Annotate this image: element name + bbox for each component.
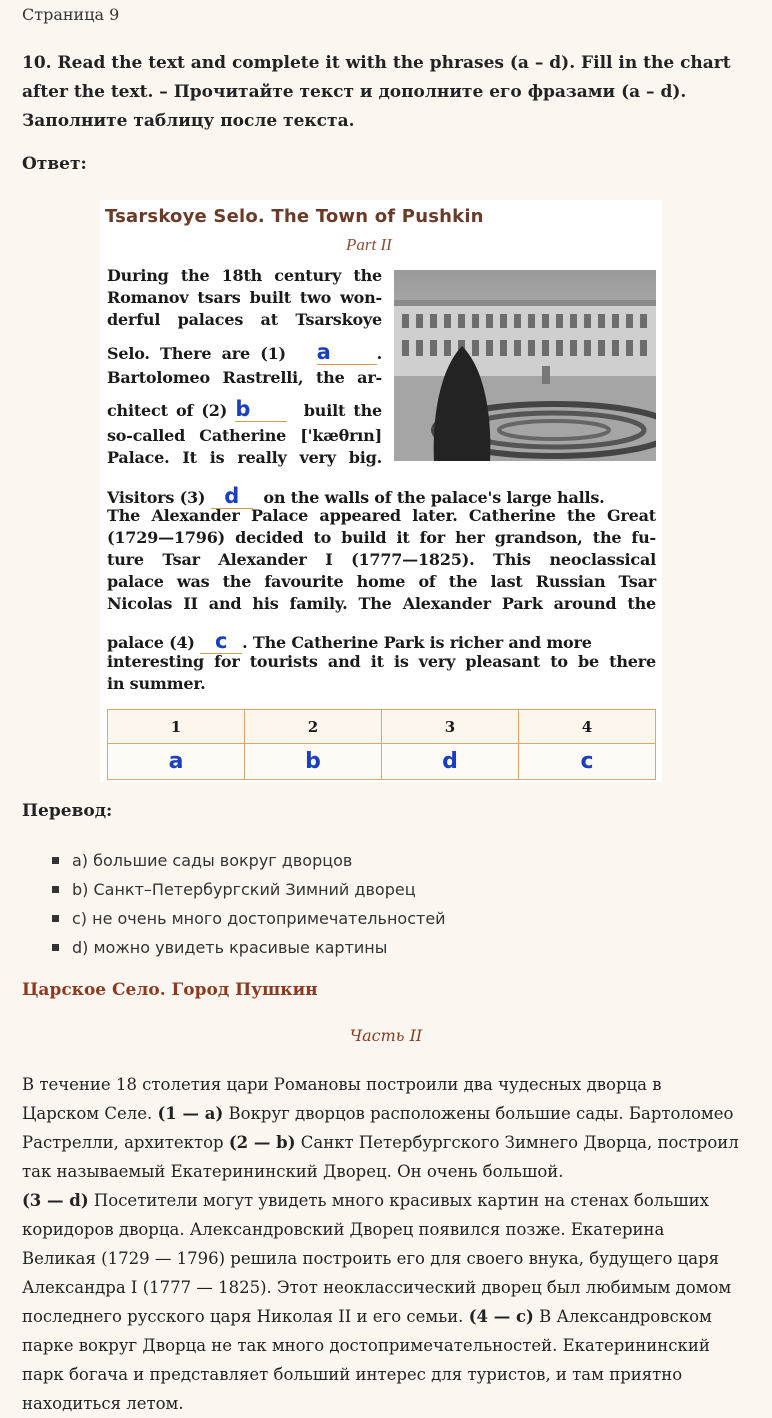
chart-answer: d [382, 744, 519, 780]
scan-line: Romanov tsars built two won- [107, 288, 382, 307]
list-item: b) Санкт–Петербургский Зимний дворец [52, 875, 446, 904]
list-item: d) можно увидеть красивые картины [52, 933, 446, 962]
answer-label: Ответ: [22, 154, 87, 174]
answer-chart [107, 709, 656, 780]
list-item: a) большие сады вокруг дворцов [52, 846, 446, 875]
blank-answer-1: a [316, 340, 331, 364]
task-instruction: 10. Read the text and complete it with the phrases (a – d). Fill in the chart after the text. – Прочитайте текст и дополните его фразами (a – d). Заполните таблицу после текста. [22, 53, 731, 131]
scan-line: (1729—1796) decided to build it for her grandson, the fu- [107, 528, 656, 547]
scan-line: so-called Catherine ['kæθrın] [107, 426, 382, 445]
scan-line: During the 18th century the [107, 266, 382, 285]
blank-answer-4: c [215, 629, 228, 653]
palace-photo [394, 270, 656, 461]
scan-line: derful palaces at Tsarskoye [107, 310, 382, 329]
scan-line: Visitors (3) d on the walls of the palace's large halls. [107, 484, 605, 508]
ru-title: Царское Село. Город Пушкин [22, 980, 318, 1000]
chart-header: 2 [245, 710, 382, 744]
translation-list [52, 846, 446, 962]
chart-answer: a [108, 744, 245, 780]
scan-line: Selo. There are (1) a . [107, 340, 382, 364]
scan-line: Palace. It is really very big. [107, 448, 382, 467]
chart-header: 4 [519, 710, 656, 744]
ru-part: Часть II [349, 1026, 423, 1045]
scan-line: ture Tsar Alexander I (1777—1825). This neoclassical [107, 550, 656, 569]
scan-part: Part II [346, 235, 392, 254]
ru-translation: В течение 18 столетия цари Романовы построили два чудесных дворца в Царском Селе. (1 — a) Вокруг дворцов расположены большие сады. Бартоломео Растрелли, архитектор (2 — b) Санкт Петербургского Зимнего Дворца, построил так называемый Екатерининский Дворец. Он очень большой. (3 — d) Посетители могут увидеть много красивых картин на стенах больших коридоров дворца. Александровский Дворец появился позже. Екатерина Великая (1729 — 1796) решила построить его для своего внука, будущего царя Александра I (1777 — 1825). Этот неоклассический дворец был любимым домом последнего русского царя Николая II и его семьи. (4 — c) В Александровском парке вокруг Дворца не так много достопримечательностей. Екатерининский парк богача и представляет больший интерес для туристов, и там приятно находиться летом. [22, 1075, 739, 1413]
scan-line: in summer. [107, 674, 206, 693]
scan-line: chitect of (2) b built the [107, 397, 383, 421]
scan-line: The Alexander Palace appeared later. Catherine the Great [107, 506, 656, 525]
scan-line: Nicolas II and his family. The Alexander Park around the [107, 594, 656, 613]
chart-answer: c [519, 744, 656, 780]
scan-line: interesting for tourists and it is very pleasant to be there [107, 652, 656, 671]
chart-header: 3 [382, 710, 519, 744]
blank-answer-2: b [235, 397, 251, 421]
list-item: c) не очень много достопримечательностей [52, 904, 446, 933]
textbook-scan [100, 200, 662, 782]
page-label: Страница 9 [22, 5, 120, 24]
blank-answer-3: d [224, 484, 240, 508]
chart-answer: b [245, 744, 382, 780]
scan-line: palace was the favourite home of the last Russian Tsar [107, 572, 656, 591]
scan-line: Bartolomeo Rastrelli, the ar- [107, 368, 382, 387]
chart-header: 1 [108, 710, 245, 744]
scan-title: Tsarskoye Selo. The Town of Pushkin [105, 206, 484, 227]
scan-line: palace (4) c . The Catherine Park is richer and more [107, 629, 592, 653]
translation-label: Перевод: [22, 801, 113, 821]
